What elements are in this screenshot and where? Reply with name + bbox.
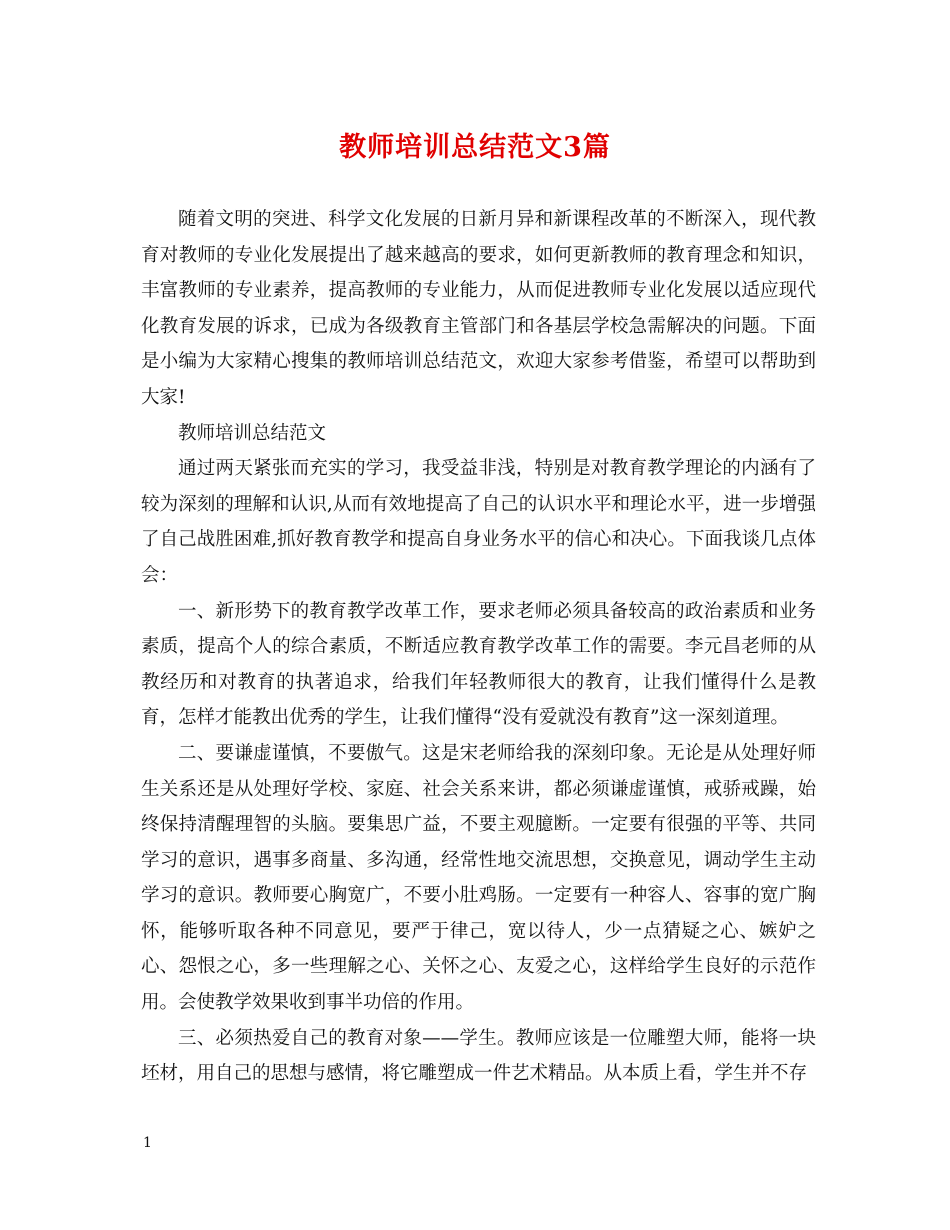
paragraph-experience: 通过两天紧张而充实的学习，我受益非浅，特别是对教育教学理论的内涵有了较为深刻的理解和认识,从而有效地提高了自己的认识水平和理论水平，进一步增强了自己战胜困难,抓好教育教学和提高自身业务水平的信心和决心。下面我谈几点体会： xyxy=(141,458,816,586)
document-body xyxy=(141,202,816,1092)
paragraph-point-three: 三、必须热爱自己的教育对象——学生。教师应该是一位雕塑大师，能将一块坯材，用自己的思想与感情，将它雕塑成一件艺术精品。从本质上看，学生并不存 xyxy=(141,1027,816,1085)
paragraph-point-one: 一、新形势下的教育教学改革工作，要求老师必须具备较高的政治素质和业务素质，提高个人的综合素质，不断适应教育教学改革工作的需要。李元昌老师的从教经历和对教育的执著追求，给我们年轻教师很大的教育，让我们懂得什么是教育，怎样才能教出优秀的学生，让我们懂得“没有爱就没有教育”这一深刻道理。 xyxy=(141,600,816,729)
paragraph-intro: 随着文明的突进、科学文化发展的日新月异和新课程改革的不断深入，现代教育对教师的专业化发展提出了越来越高的要求，如何更新教师的教育理念和知识，丰富教师的专业素养，提高教师的专业能力，从而促进教师专业化发展以适应现代化教育发展的诉求，已成为各级教育主管部门和各基层学校急需解决的问题。下面是小编为大家精心搜集的教师培训总结范文，欢迎大家参考借鉴，希望可以帮助到大家! xyxy=(141,209,816,408)
document-title: 教师培训总结范文3篇 xyxy=(339,132,611,163)
paragraph-point-two: 二、要谦虚谨慎，不要傲气。这是宋老师给我的深刻印象。无论是从处理好师生关系还是从处理好学校、家庭、社会关系来讲，都必须谦虚谨慎，戒骄戒躁，始终保持清醒理智的头脑。要集思广益，不要主观臆断。一定要有很强的平等、共同学习的意识，遇事多商量、多沟通，经常性地交流思想，交换意见，调动学生主动学习的意识。教师要心胸宽广，不要小肚鸡肠。一定要有一种容人、容事的宽广胸怀，能够听取各种不同意见，要严于律己，宽以待人，少一点猜疑之心、嫉妒之心、怨恨之心，多一些理解之心、关怀之心、友爱之心，这样给学生良好的示范作用。会使教学效果收到事半功倍的作用。 xyxy=(141,742,816,1014)
page-number: 1 xyxy=(143,1135,152,1151)
section-heading: 教师培训总结范文 xyxy=(178,422,327,444)
